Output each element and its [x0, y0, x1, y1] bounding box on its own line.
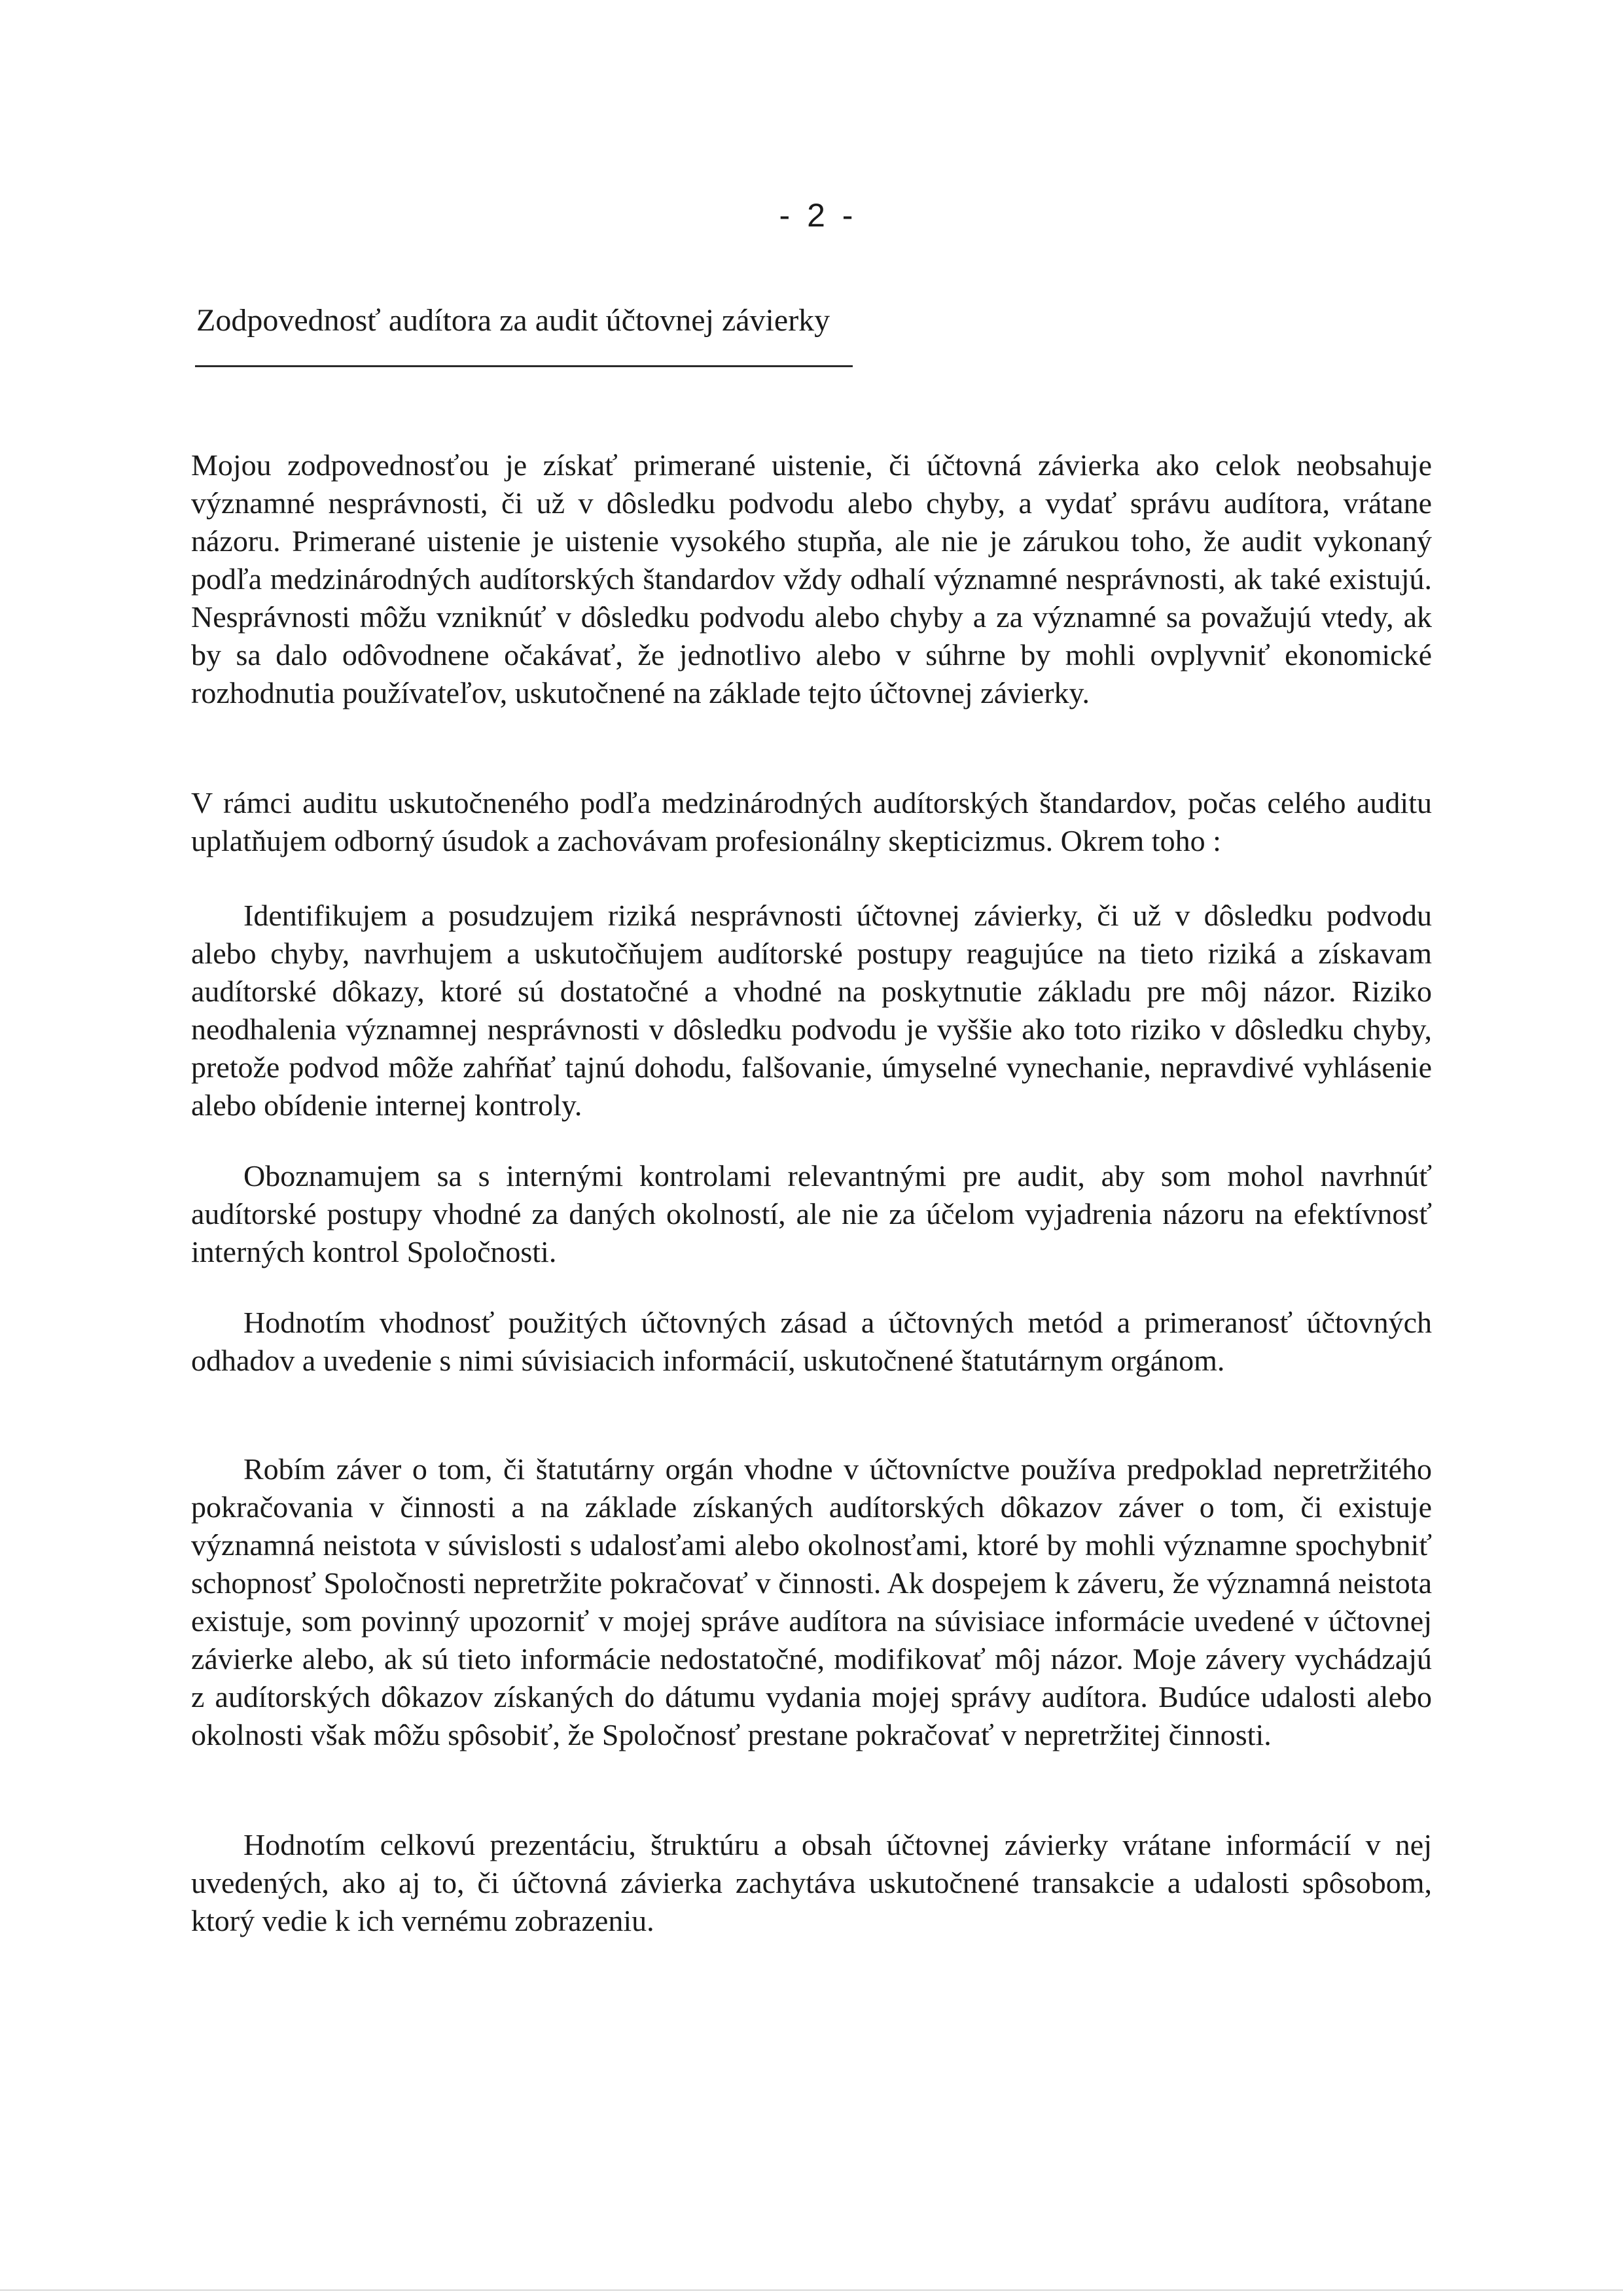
paragraph-responsibility: Mojou zodpovednosťou je získať primerané uistenie, či účtovná závierka ako celok neobsahuje významné nesprávnosti, či už v dôsledku podvodu alebo chyby, a vydať správu audítora, vrátane názoru. Primerané uistenie je uistenie vysokého stupňa, ale nie je zárukou toho, že audit vykonaný podľa medzinárodných audítorských štandardov vždy odhalí významné nesprávnosti, ak také existujú. Nesprávnosti môžu vzniknúť v dôsledku podvodu alebo chyby a za významné sa považujú vtedy, ak by sa dalo odôvodnene očakávať, že jednotlivo alebo v súhrne by mohli ovplyvniť ekonomické rozhodnutia používateľov, uskutočnené na základe tejto účtovnej závierky. [191, 448, 1432, 709]
paragraph-internal-controls: Oboznamujem sa s internými kontrolami relevantnými pre audit, aby som mohol navrhnúť audítorské postupy vhodné za daných okolností, ale nie za účelom vyjadrenia názoru na efektívnosť interných kontrol Spoločnosti. [191, 1159, 1432, 1268]
paragraph-going-concern: Robím záver o tom, či štatutárny orgán vhodne v účtovníctve používa predpoklad nepretržitého pokračovania v činnosti a na základe získaných audítorských dôkazov záver o tom, či existuje významná neistota v súvislosti s udalosťami alebo okolnosťami, ktoré by mohli významne spochybniť schopnosť Spoločnosti nepretržite pokračovať v činnosti. Ak dospejem k záveru, že významná neistota existuje, som povinný upozorniť v mojej správe audítora na súvisiace informácie uvedené v účtovnej závierke alebo, ak sú tieto informácie nedostatočné, modifikovať môj názor. Moje závery vychádzajú z audítorských dôkazov získaných do dátumu vydania mojej správy audítora. Budúce udalosti alebo okolnosti však môžu spôsobiť, že Spoločnosť prestane pokračovať v nepretržitej činnosti. [191, 1452, 1432, 1751]
section-heading: Zodpovednosť audítora za audit účtovnej závierky [196, 303, 830, 338]
page-number: - 2 - [779, 197, 857, 234]
paragraph-identify-risks: Identifikujem a posudzujem riziká nesprávnosti účtovnej závierky, či už v dôsledku podvodu alebo chyby, navrhujem a uskutočňujem audítorské postupy reagujúce na tieto riziká a získavam audítorské dôkazy, ktoré sú dostatočné a vhodné na poskytnutie základu pre môj názor. Riziko neodhalenia významnej nesprávnosti v dôsledku podvodu je vyššie ako toto riziko v dôsledku chyby, pretože podvod môže zahŕňať tajnú dohodu, falšovanie, úmyselné vynechanie, nepravdivé vyhlásenie alebo obídenie internej kontroly. [191, 899, 1432, 1122]
heading-underline [195, 365, 853, 367]
paragraph-overall-presentation: Hodnotím celkovú prezentáciu, štruktúru a obsah účtovnej závierky vrátane informácií v nej uvedených, ako aj to, či účtovná závierka zachytáva uskutočnené transakcie a udalosti spôsobom, ktorý vedie k ich vernému zobrazeniu. [191, 1828, 1432, 1937]
paragraph-accounting-policies: Hodnotím vhodnosť použitých účtovných zásad a účtovných metód a primeranosť účtovných odhadov a uvedenie s nimi súvisiacich informácií, uskutočnené štatutárnym orgánom. [191, 1306, 1432, 1377]
paragraph-professional-judgement: V rámci auditu uskutočneného podľa medzinárodných audítorských štandardov, počas celého auditu uplatňujem odborný úsudok a zachovávam profesionálny skepticizmus. Okrem toho : [191, 786, 1432, 857]
scan-bottom-edge [0, 2289, 1623, 2291]
